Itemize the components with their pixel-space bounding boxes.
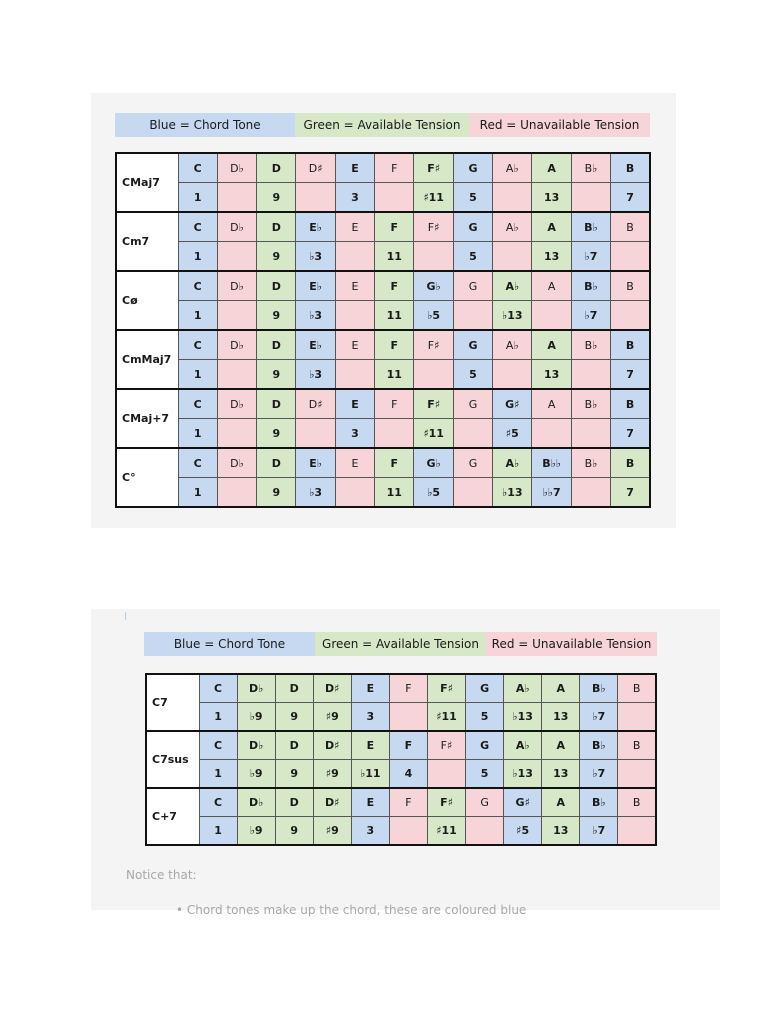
note-cell: G bbox=[466, 788, 504, 817]
degree-cell bbox=[571, 183, 610, 213]
degree-cell: 9 bbox=[257, 301, 296, 331]
degree-cell: ♭5 bbox=[414, 301, 453, 331]
note-cell: D bbox=[275, 674, 313, 703]
note-cell: B bbox=[618, 788, 656, 817]
note-cell: D♭ bbox=[217, 330, 256, 360]
note-cell: D♭ bbox=[237, 674, 275, 703]
chord-name: CmMaj7 bbox=[116, 330, 178, 389]
note-cell: D bbox=[257, 271, 296, 301]
note-cell: F bbox=[375, 389, 414, 419]
degree-cell: ♭3 bbox=[296, 301, 335, 331]
degree-cell bbox=[618, 817, 656, 846]
note-row bbox=[116, 389, 650, 419]
legend-chord-tone: Blue = Chord Tone bbox=[115, 113, 295, 137]
note-cell: F bbox=[389, 674, 427, 703]
degree-cell bbox=[453, 478, 492, 508]
degree-cell: 1 bbox=[178, 419, 217, 449]
degree-cell: ♭13 bbox=[493, 301, 532, 331]
degree-cell: 7 bbox=[611, 183, 650, 213]
degree-cell: ♭3 bbox=[296, 360, 335, 390]
note-cell: D♯ bbox=[313, 788, 351, 817]
degree-cell bbox=[217, 478, 256, 508]
degree-cell: ♭3 bbox=[296, 478, 335, 508]
degree-cell: 1 bbox=[178, 360, 217, 390]
degree-cell: ♭13 bbox=[504, 760, 542, 789]
degree-cell bbox=[296, 419, 335, 449]
degree-cell: 9 bbox=[275, 703, 313, 732]
note-cell: F♯ bbox=[414, 153, 453, 183]
degree-cell: ♯11 bbox=[414, 419, 453, 449]
degree-cell bbox=[217, 242, 256, 272]
note-cell: D♯ bbox=[313, 731, 351, 760]
note-cell: B bbox=[611, 212, 650, 242]
degree-cell: ♯11 bbox=[427, 703, 465, 732]
note-cell: B♭ bbox=[571, 389, 610, 419]
note-cell: G bbox=[466, 731, 504, 760]
note-cell: C bbox=[178, 153, 217, 183]
note-cell: F bbox=[375, 330, 414, 360]
note-cell: B♭ bbox=[571, 153, 610, 183]
degree-cell bbox=[375, 419, 414, 449]
degree-cell: ♭13 bbox=[504, 703, 542, 732]
degree-cell: ♭13 bbox=[493, 478, 532, 508]
note-cell: C bbox=[199, 731, 237, 760]
degree-cell bbox=[571, 419, 610, 449]
note-cell: G♯ bbox=[493, 389, 532, 419]
degree-cell: 9 bbox=[257, 419, 296, 449]
note-cell: E♭ bbox=[296, 271, 335, 301]
degree-cell: ♯5 bbox=[504, 817, 542, 846]
degree-cell: ♯9 bbox=[313, 760, 351, 789]
note-cell: A♭ bbox=[493, 448, 532, 478]
note-cell: E bbox=[335, 448, 374, 478]
legend-unavailable-tension: Red = Unavailable Tension bbox=[486, 632, 657, 656]
degree-cell bbox=[335, 242, 374, 272]
note-cell: B♭ bbox=[580, 731, 618, 760]
degree-cell bbox=[217, 419, 256, 449]
degree-cell: 7 bbox=[611, 419, 650, 449]
degree-cell: ♭7 bbox=[580, 760, 618, 789]
chord-name: C° bbox=[116, 448, 178, 507]
degree-cell: 9 bbox=[275, 817, 313, 846]
notice-text: Notice that: bbox=[126, 868, 197, 882]
chord-name: C7sus bbox=[146, 731, 199, 788]
degree-cell bbox=[532, 419, 571, 449]
note-cell: F bbox=[389, 788, 427, 817]
degree-cell: ♭7 bbox=[571, 301, 610, 331]
note-cell: B♭ bbox=[580, 674, 618, 703]
note-cell: A♭ bbox=[493, 271, 532, 301]
degree-cell: 11 bbox=[375, 301, 414, 331]
legend-1 bbox=[115, 113, 650, 137]
degree-cell bbox=[611, 242, 650, 272]
note-cell: A♭ bbox=[493, 212, 532, 242]
text-cursor-mark bbox=[125, 612, 126, 620]
note-row bbox=[146, 731, 656, 760]
note-cell: D bbox=[275, 731, 313, 760]
note-cell: D bbox=[257, 153, 296, 183]
note-cell: D♭ bbox=[217, 212, 256, 242]
note-cell: F bbox=[375, 212, 414, 242]
legend-unavailable-tension: Red = Unavailable Tension bbox=[469, 113, 650, 137]
degree-cell: 5 bbox=[466, 760, 504, 789]
degree-row bbox=[146, 817, 656, 846]
note-cell: C bbox=[199, 674, 237, 703]
note-cell: F♯ bbox=[427, 731, 465, 760]
degree-cell: 9 bbox=[257, 478, 296, 508]
note-cell: E bbox=[351, 731, 389, 760]
note-cell: A bbox=[532, 153, 571, 183]
note-cell: A bbox=[542, 674, 580, 703]
note-cell: B bbox=[611, 271, 650, 301]
note-cell: A bbox=[542, 788, 580, 817]
degree-cell: 5 bbox=[453, 360, 492, 390]
legend-2 bbox=[144, 632, 657, 656]
degree-row bbox=[146, 760, 656, 789]
degree-cell: 5 bbox=[466, 703, 504, 732]
note-cell: C bbox=[178, 448, 217, 478]
degree-cell: ♭9 bbox=[237, 760, 275, 789]
note-cell: F♯ bbox=[427, 788, 465, 817]
note-cell: G bbox=[453, 448, 492, 478]
note-cell: B♭ bbox=[571, 212, 610, 242]
degree-cell: 1 bbox=[178, 301, 217, 331]
note-cell: A bbox=[532, 330, 571, 360]
degree-cell: 3 bbox=[351, 703, 389, 732]
degree-cell: 1 bbox=[178, 242, 217, 272]
degree-cell bbox=[618, 760, 656, 789]
degree-cell: 5 bbox=[453, 242, 492, 272]
note-cell: G bbox=[466, 674, 504, 703]
note-cell: E bbox=[335, 153, 374, 183]
note-cell: D bbox=[275, 788, 313, 817]
note-row bbox=[146, 788, 656, 817]
degree-cell: 3 bbox=[335, 419, 374, 449]
degree-row bbox=[116, 419, 650, 449]
note-cell: B bbox=[611, 330, 650, 360]
degree-cell bbox=[453, 419, 492, 449]
chord-name: CMaj+7 bbox=[116, 389, 178, 448]
degree-cell: 1 bbox=[199, 703, 237, 732]
degree-cell: 1 bbox=[199, 760, 237, 789]
note-cell: E bbox=[335, 271, 374, 301]
degree-cell: 11 bbox=[375, 242, 414, 272]
legend-available-tension: Green = Available Tension bbox=[315, 632, 486, 656]
note-cell: A♭ bbox=[493, 330, 532, 360]
chord-name: C+7 bbox=[146, 788, 199, 845]
chord-table-1 bbox=[115, 152, 651, 508]
degree-cell bbox=[414, 242, 453, 272]
bullet-text: • Chord tones make up the chord, these are coloured blue bbox=[176, 903, 527, 917]
degree-row bbox=[116, 478, 650, 508]
note-cell: D♯ bbox=[296, 153, 335, 183]
degree-cell: 13 bbox=[542, 760, 580, 789]
degree-cell: 9 bbox=[257, 360, 296, 390]
degree-cell: 4 bbox=[389, 760, 427, 789]
note-cell: E♭ bbox=[296, 212, 335, 242]
degree-cell: 9 bbox=[275, 760, 313, 789]
degree-cell bbox=[296, 183, 335, 213]
note-cell: D♭ bbox=[217, 448, 256, 478]
legend-available-tension: Green = Available Tension bbox=[295, 113, 469, 137]
degree-cell: 13 bbox=[542, 703, 580, 732]
note-cell: F♯ bbox=[414, 330, 453, 360]
degree-row bbox=[116, 183, 650, 213]
degree-row bbox=[116, 301, 650, 331]
degree-row bbox=[116, 242, 650, 272]
note-cell: F♯ bbox=[414, 212, 453, 242]
note-cell: B♭ bbox=[571, 448, 610, 478]
note-cell: B bbox=[611, 389, 650, 419]
note-cell: G♭ bbox=[414, 448, 453, 478]
note-cell: B bbox=[618, 674, 656, 703]
degree-cell bbox=[571, 360, 610, 390]
note-cell: F♯ bbox=[427, 674, 465, 703]
degree-cell bbox=[493, 242, 532, 272]
note-cell: B♭ bbox=[571, 330, 610, 360]
note-cell: B bbox=[611, 448, 650, 478]
note-cell: B♭♭ bbox=[532, 448, 571, 478]
degree-cell bbox=[611, 301, 650, 331]
degree-cell: ♭5 bbox=[414, 478, 453, 508]
note-cell: G bbox=[453, 271, 492, 301]
degree-cell bbox=[493, 183, 532, 213]
note-row bbox=[116, 448, 650, 478]
degree-cell: 5 bbox=[453, 183, 492, 213]
note-cell: F bbox=[375, 271, 414, 301]
degree-cell: ♭7 bbox=[580, 703, 618, 732]
degree-cell bbox=[453, 301, 492, 331]
degree-cell: 11 bbox=[375, 360, 414, 390]
legend-chord-tone: Blue = Chord Tone bbox=[144, 632, 315, 656]
degree-cell bbox=[389, 703, 427, 732]
degree-cell: ♭7 bbox=[571, 242, 610, 272]
note-cell: F bbox=[375, 448, 414, 478]
note-cell: E bbox=[351, 788, 389, 817]
note-cell: E♭ bbox=[296, 330, 335, 360]
degree-row bbox=[116, 360, 650, 390]
note-row bbox=[116, 271, 650, 301]
note-cell: F bbox=[375, 153, 414, 183]
degree-cell: 3 bbox=[351, 817, 389, 846]
degree-cell: 3 bbox=[335, 183, 374, 213]
degree-cell: ♭7 bbox=[580, 817, 618, 846]
note-cell: A bbox=[532, 271, 571, 301]
note-cell: B♭ bbox=[580, 788, 618, 817]
degree-cell: ♭♭7 bbox=[532, 478, 571, 508]
chord-name: Cm7 bbox=[116, 212, 178, 271]
degree-cell: ♭9 bbox=[237, 817, 275, 846]
note-cell: C bbox=[178, 271, 217, 301]
note-cell: E♭ bbox=[296, 448, 335, 478]
degree-cell: 9 bbox=[257, 242, 296, 272]
note-cell: D bbox=[257, 330, 296, 360]
note-cell: C bbox=[178, 212, 217, 242]
degree-cell: 1 bbox=[199, 817, 237, 846]
degree-cell bbox=[389, 817, 427, 846]
note-cell: D bbox=[257, 389, 296, 419]
note-cell: G♭ bbox=[414, 271, 453, 301]
note-cell: A♭ bbox=[504, 731, 542, 760]
degree-cell: ♯11 bbox=[414, 183, 453, 213]
note-cell: G bbox=[453, 330, 492, 360]
note-cell: F bbox=[389, 731, 427, 760]
note-cell: D♭ bbox=[217, 153, 256, 183]
degree-cell: 13 bbox=[542, 817, 580, 846]
note-row bbox=[116, 212, 650, 242]
degree-cell: ♭3 bbox=[296, 242, 335, 272]
degree-cell: 7 bbox=[611, 478, 650, 508]
note-cell: G bbox=[453, 212, 492, 242]
note-cell: D♯ bbox=[313, 674, 351, 703]
degree-cell bbox=[217, 183, 256, 213]
degree-cell bbox=[618, 703, 656, 732]
note-cell: B bbox=[611, 153, 650, 183]
note-row bbox=[146, 674, 656, 703]
degree-cell bbox=[532, 301, 571, 331]
chord-name: Cø bbox=[116, 271, 178, 330]
note-cell: D♭ bbox=[237, 788, 275, 817]
note-cell: A bbox=[532, 389, 571, 419]
note-cell: F♯ bbox=[414, 389, 453, 419]
degree-cell: 1 bbox=[178, 183, 217, 213]
note-cell: D bbox=[257, 212, 296, 242]
degree-cell bbox=[335, 301, 374, 331]
degree-cell: ♭11 bbox=[351, 760, 389, 789]
degree-cell: 11 bbox=[375, 478, 414, 508]
degree-cell bbox=[217, 301, 256, 331]
chord-name: C7 bbox=[146, 674, 199, 731]
degree-cell bbox=[466, 817, 504, 846]
note-cell: E bbox=[335, 212, 374, 242]
note-cell: G bbox=[453, 389, 492, 419]
degree-cell bbox=[375, 183, 414, 213]
note-cell: A bbox=[542, 731, 580, 760]
degree-cell bbox=[335, 360, 374, 390]
note-cell: B♭ bbox=[571, 271, 610, 301]
degree-cell: ♯9 bbox=[313, 817, 351, 846]
degree-cell bbox=[493, 360, 532, 390]
note-cell: D bbox=[257, 448, 296, 478]
note-row bbox=[116, 153, 650, 183]
chord-name: CMaj7 bbox=[116, 153, 178, 212]
note-row bbox=[116, 330, 650, 360]
note-cell: C bbox=[178, 389, 217, 419]
degree-cell: 13 bbox=[532, 183, 571, 213]
note-cell: A bbox=[532, 212, 571, 242]
degree-cell bbox=[414, 360, 453, 390]
degree-cell: ♭9 bbox=[237, 703, 275, 732]
note-cell: G bbox=[453, 153, 492, 183]
note-cell: D♭ bbox=[217, 389, 256, 419]
note-cell: A♭ bbox=[493, 153, 532, 183]
degree-cell: 7 bbox=[611, 360, 650, 390]
degree-cell: ♯9 bbox=[313, 703, 351, 732]
note-cell: A♭ bbox=[504, 674, 542, 703]
note-cell: C bbox=[199, 788, 237, 817]
note-cell: E bbox=[351, 674, 389, 703]
note-cell: D♭ bbox=[217, 271, 256, 301]
degree-cell: 13 bbox=[532, 360, 571, 390]
note-cell: E bbox=[335, 389, 374, 419]
note-cell: B bbox=[618, 731, 656, 760]
note-cell: E bbox=[335, 330, 374, 360]
note-cell: G♯ bbox=[504, 788, 542, 817]
degree-cell: ♯11 bbox=[427, 817, 465, 846]
degree-cell: 1 bbox=[178, 478, 217, 508]
degree-cell bbox=[217, 360, 256, 390]
degree-cell: 9 bbox=[257, 183, 296, 213]
degree-cell bbox=[571, 478, 610, 508]
degree-cell: ♯5 bbox=[493, 419, 532, 449]
chord-table-2 bbox=[145, 673, 657, 846]
degree-cell bbox=[335, 478, 374, 508]
degree-cell: 13 bbox=[532, 242, 571, 272]
degree-cell bbox=[427, 760, 465, 789]
degree-row bbox=[146, 703, 656, 732]
note-cell: D♭ bbox=[237, 731, 275, 760]
note-cell: C bbox=[178, 330, 217, 360]
note-cell: D♯ bbox=[296, 389, 335, 419]
